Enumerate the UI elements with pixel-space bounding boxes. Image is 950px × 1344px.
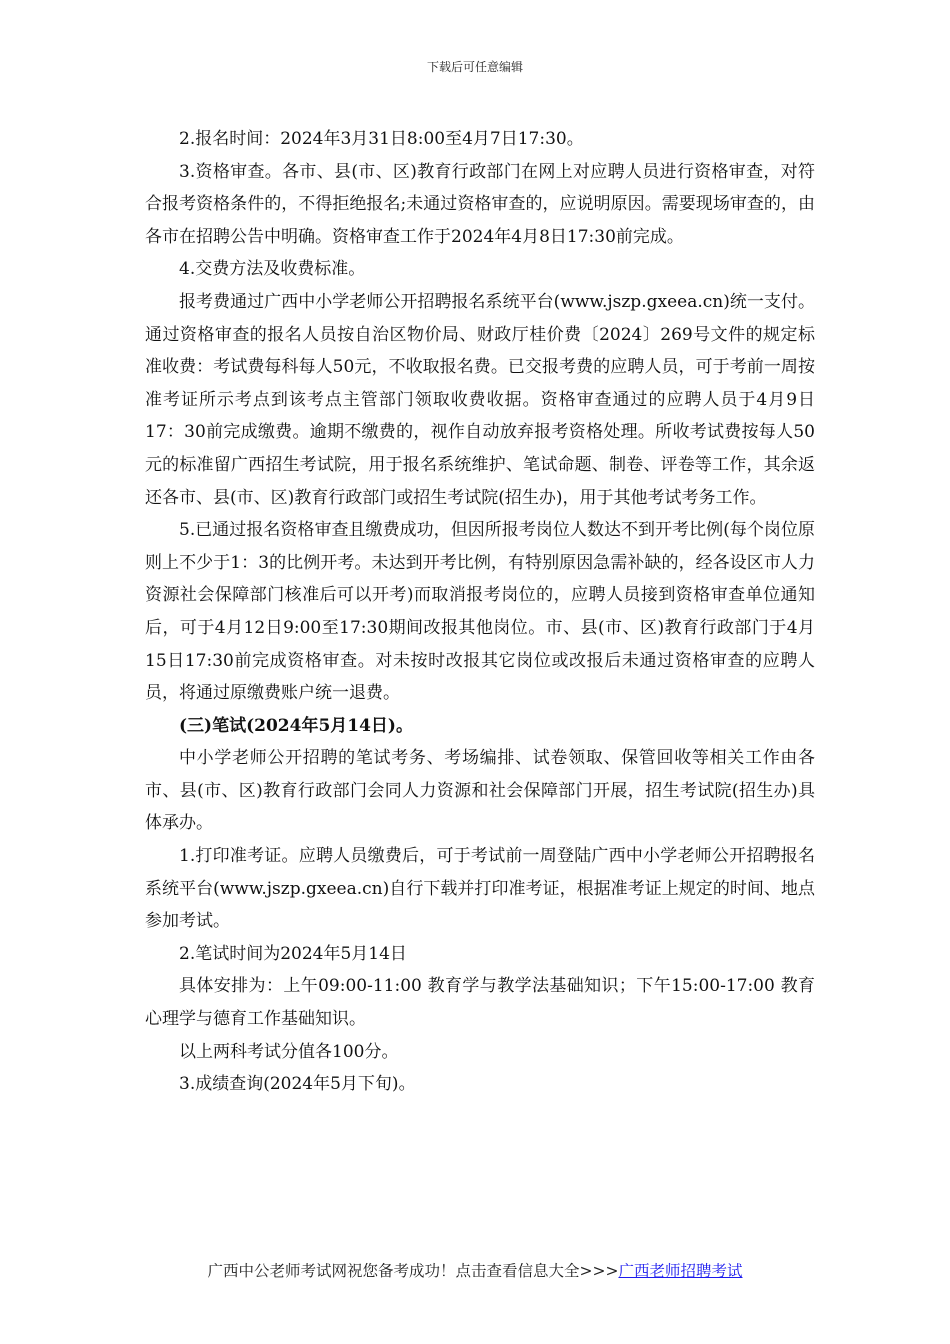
paragraph-registration-time: 2.报名时间：2024年3月31日8:00至4月7日17:30。: [179, 129, 584, 149]
section-heading-written-exam: (三)笔试(2024年5月14日)。: [179, 715, 413, 736]
paragraph-print-admission-ticket: 1.打印准考证。应聘人员缴费后，可于考试前一周登陆广西中小学老师公开招聘报名系统平台(www.jszp.gxeea.cn)自行下载并打印准考证，根据准考证上规定的时间、地点参加考试。: [145, 846, 815, 932]
paragraph-position-change: 5.已通过报名资格审查且缴费成功，但因所报考岗位人数达不到开考比例(每个岗位原则上不少于1：3的比例开考。未达到开考比例，有特别原因急需补缺的，经各设区市人力资源社会保障部门核准后可以开考)而取消报考岗位的，应聘人员接到资格审查单位通知后，可于4月12日9:00至17:30期间改报其他岗位。市、县(市、区)教育行政部门于4月15日17:30前完成资格审查。对未按时改报其它岗位或改报后未通过资格审查的应聘人员，将通过原缴费账户统一退费。: [145, 520, 815, 704]
footer-text: 广西中公老师考试网祝您备考成功！点击查看信息大全>>>: [207, 1262, 619, 1280]
paragraph-exam-organization: 中小学老师公开招聘的笔试考务、考场编排、试卷领取、保管回收等相关工作由各市、县(市、区)教育行政部门会同人力资源和社会保障部门开展，招生考试院(招生办)具体承办。: [145, 748, 815, 834]
paragraph-score-query: 3.成绩查询(2024年5月下旬)。: [179, 1074, 416, 1095]
paragraph-fee-details: 报考费通过广西中小学老师公开招聘报名系统平台(www.jszp.gxeea.cn)统一支付。通过资格审查的报名人员按自治区物价局、财政厅桂价费〔2024〕269号文件的规定标准收费：考试费每科每人50元，不收取报名费。已交报考费的应聘人员，可于考前一周按准考证所示考点到该考点主管部门领取收费收据。资格审查通过的应聘人员于4月9日17：30前完成缴费。逾期不缴费的，视作自动放弃报考资格处理。所收考试费按每人50元的标准留广西招生考试院，用于报名系统维护、笔试命题、制卷、评卷等工作，其余返还各市、县(市、区)教育行政部门或招生考试院(招生办)，用于其他考试考务工作。: [145, 291, 815, 508]
paragraph-exam-scores: 以上两科考试分值各100分。: [179, 1041, 399, 1062]
page-header: 下载后可任意编辑: [426, 60, 523, 74]
paragraph-fee-heading: 4.交费方法及收费标准。: [179, 259, 366, 280]
paragraph-qualification-review: 3.资格审查。各市、县(市、区)教育行政部门在网上对应聘人员进行资格审查，对符合报考资格条件的，不得拒绝报名;未通过资格审查的，应说明原因。需要现场审查的，由各市在招聘公告中明确。资格审查工作于2024年4月8日17:30前完成。: [145, 161, 815, 247]
footer-link[interactable]: 广西老师招聘考试: [618, 1262, 743, 1280]
document-body: [145, 123, 815, 1101]
paragraph-exam-date: 2.笔试时间为2024年5月14日: [179, 943, 407, 964]
page-footer: [0, 1259, 950, 1281]
paragraph-exam-schedule: 具体安排为：上午09:00-11:00 教育学与教学法基础知识；下午15:00-17:00 教育心理学与德育工作基础知识。: [145, 976, 815, 1030]
